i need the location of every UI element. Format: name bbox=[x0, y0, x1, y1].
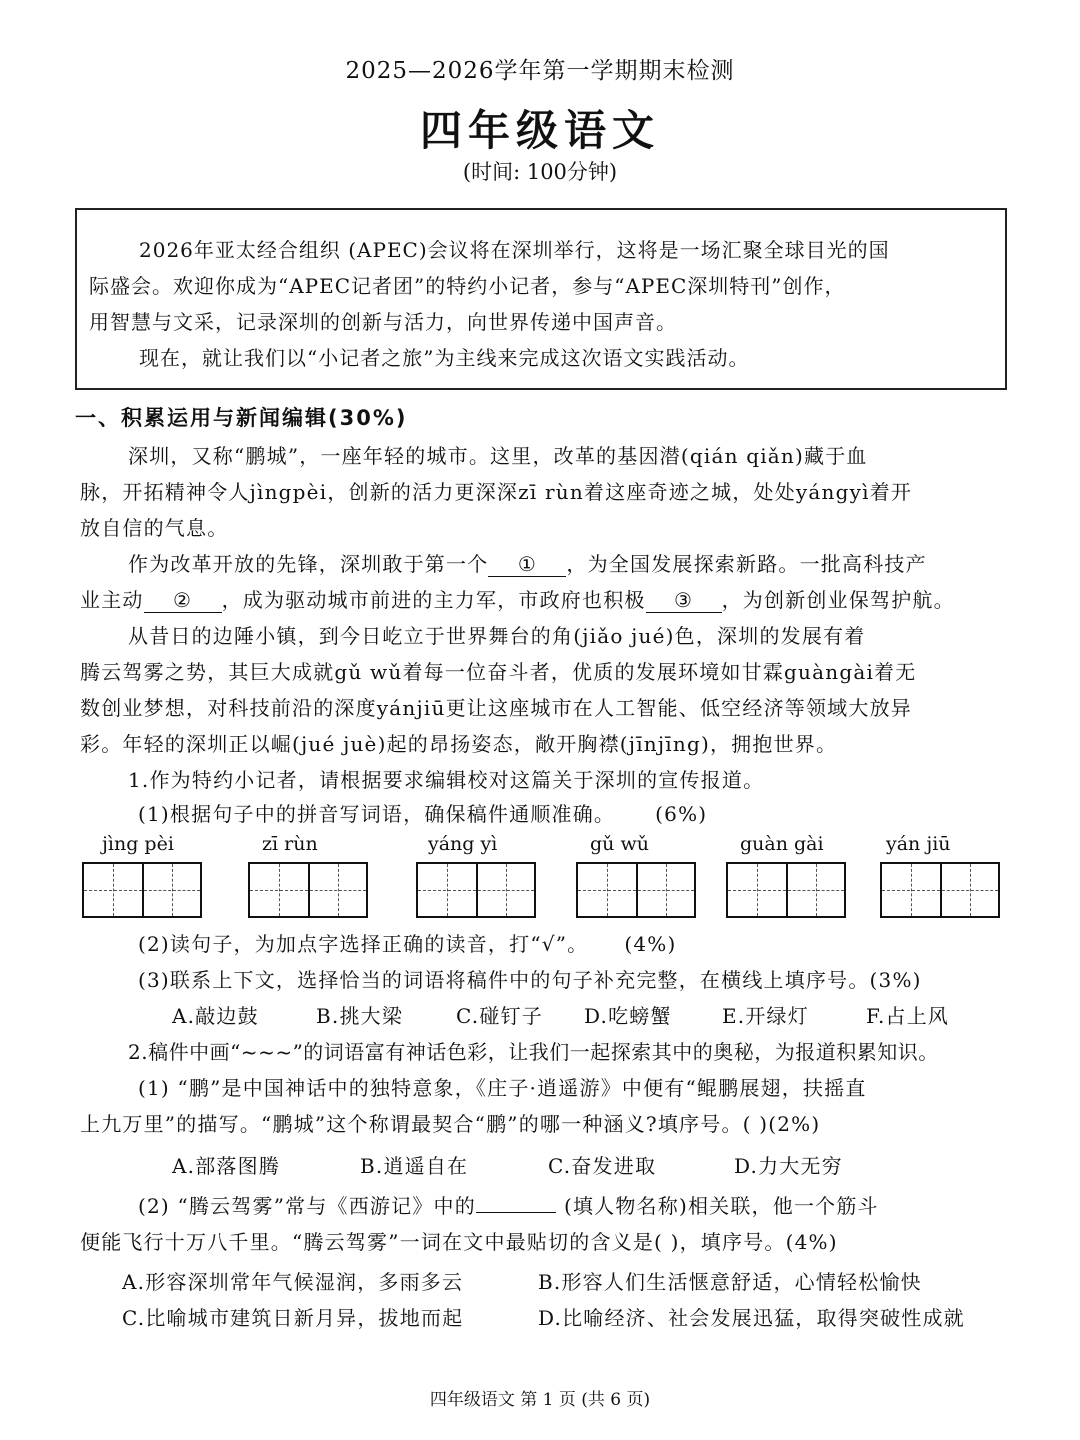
intro-line: 2026年亚太经合组织 (APEC)会议将在深圳举行，这将是一场汇聚全球目光的国 bbox=[139, 238, 890, 262]
intro-line: 用智慧与文采，记录深圳的创新与活力，向世界传递中国声音。 bbox=[89, 310, 677, 334]
grid-cell[interactable] bbox=[882, 864, 940, 916]
option[interactable]: F.占上风 bbox=[866, 1004, 950, 1028]
pinyin-label: guàn gài bbox=[740, 833, 824, 855]
exam-title: 2025—2026学年第一学期期末检测 bbox=[345, 58, 735, 84]
grid-cell[interactable] bbox=[308, 864, 366, 916]
question-1: 1.作为特约小记者，请根据要求编辑校对这篇关于深圳的宣传报道。 bbox=[128, 768, 765, 792]
subject-title: 四年级语文 bbox=[419, 106, 660, 155]
blank-1[interactable]: ① bbox=[488, 552, 566, 577]
option[interactable]: C.奋发进取 bbox=[548, 1154, 657, 1178]
section-heading: 一、积累运用与新闻编辑(30%) bbox=[75, 406, 408, 430]
option[interactable]: A.敲边鼓 bbox=[172, 1004, 259, 1028]
writing-grid[interactable] bbox=[880, 862, 1000, 918]
time-note: (时间: 100分钟) bbox=[462, 160, 618, 184]
text-run: 业主动 bbox=[80, 588, 144, 612]
pinyin-label: zī rùn bbox=[262, 833, 318, 855]
option[interactable]: E.开绿灯 bbox=[722, 1004, 809, 1028]
question-1-1 bbox=[138, 798, 707, 827]
page-footer: 四年级语文 第 1 页 (共 6 页) bbox=[429, 1390, 651, 1410]
paragraph-line bbox=[80, 584, 955, 613]
paragraph-line: 脉，开拓精神令人jìngpèi，创新的活力更深深zī rùn着这座奇迹之城，处处yángyì着开 bbox=[80, 480, 913, 504]
grid-cell[interactable] bbox=[250, 864, 308, 916]
option[interactable]: B.挑大梁 bbox=[316, 1004, 404, 1028]
grid-cell[interactable] bbox=[578, 864, 636, 916]
question-2-2: 便能飞行十万八千里。“腾云驾雾”一词在文中最贴切的含义是( )，填序号。(4%) bbox=[80, 1230, 838, 1254]
option[interactable]: D.比喻经济、社会发展迅猛，取得突破性成就 bbox=[538, 1306, 965, 1330]
question-2-2 bbox=[138, 1190, 879, 1219]
intro-line: 现在，就让我们以“小记者之旅”为主线来完成这次语文实践活动。 bbox=[139, 346, 750, 370]
grid-cell[interactable] bbox=[940, 864, 998, 916]
option[interactable]: C.碰钉子 bbox=[456, 1004, 543, 1028]
writing-grid[interactable] bbox=[576, 862, 696, 918]
writing-grid[interactable] bbox=[248, 862, 368, 918]
text-run: ，成为驱动城市前进的主力军，市政府也积极 bbox=[221, 588, 646, 612]
intro-line: 际盛会。欢迎你成为“APEC记者团”的特约小记者，参与“APEC深圳特刊”创作， bbox=[89, 274, 846, 298]
grid-cell[interactable] bbox=[84, 864, 142, 916]
text-run: (1)根据句子中的拼音写词语，确保稿件通顺准确。 bbox=[138, 802, 616, 826]
option[interactable]: A.形容深圳常年气候湿润，多雨多云 bbox=[122, 1270, 464, 1294]
grid-cell[interactable] bbox=[728, 864, 786, 916]
option[interactable]: D.力大无穷 bbox=[734, 1154, 843, 1178]
paragraph-line: 数创业梦想，对科技前沿的深度yánjiū更让这座城市在人工智能、低空经济等领域大放异 bbox=[80, 696, 912, 720]
grid-cell[interactable] bbox=[476, 864, 534, 916]
question-2-1: (1) “鹏”是中国神话中的独特意象，《庄子·逍遥游》中便有“鲲鹏展翅，扶摇直 bbox=[138, 1076, 867, 1100]
question-2: 2.稿件中画“~~~”的词语富有神话色彩，让我们一起探索其中的奥秘，为报道积累知识。 bbox=[128, 1040, 939, 1064]
option[interactable]: B.逍遥自在 bbox=[360, 1154, 469, 1178]
text-run: ，为创新创业保驾护航。 bbox=[721, 588, 955, 612]
blank-2[interactable]: ② bbox=[144, 588, 222, 613]
text-run: (2)读句子，为加点字选择正确的读音，打“√”。 bbox=[138, 932, 589, 956]
question-1-3: (3)联系上下文，选择恰当的词语将稿件中的句子补充完整，在横线上填序号。(3%) bbox=[138, 968, 922, 992]
text-run: (2) “腾云驾雾”常与《西游记》中的 bbox=[138, 1194, 476, 1218]
option[interactable]: A.部落图腾 bbox=[172, 1154, 281, 1178]
score: (4%) bbox=[624, 932, 677, 956]
pinyin-label: jìng pèi bbox=[102, 833, 174, 855]
name-blank[interactable] bbox=[476, 1192, 556, 1213]
writing-grid[interactable] bbox=[416, 862, 536, 918]
paragraph-line: 彩。年轻的深圳正以崛(jué juè)起的昂扬姿态，敞开胸襟(jīnjīng)，拥抱世界。 bbox=[80, 732, 838, 756]
option[interactable]: D.吃螃蟹 bbox=[584, 1004, 672, 1028]
blank-3[interactable]: ③ bbox=[646, 588, 722, 613]
option[interactable]: B.形容人们生活惬意舒适，心情轻松愉快 bbox=[538, 1270, 922, 1294]
intro-box bbox=[75, 208, 1007, 390]
option[interactable]: C.比喻城市建筑日新月异，拔地而起 bbox=[122, 1306, 464, 1330]
paragraph-line: 腾云驾雾之势，其巨大成就gǔ wǔ着每一位奋斗者，优质的发展环境如甘霖guàngài着无 bbox=[80, 660, 917, 684]
score: (6%) bbox=[655, 802, 708, 826]
paragraph-line: 从昔日的边陲小镇，到今日屹立于世界舞台的角(jiǎo jué)色，深圳的发展有着 bbox=[128, 624, 866, 648]
grid-cell[interactable] bbox=[418, 864, 476, 916]
pinyin-label: yáng yì bbox=[428, 833, 498, 855]
grid-cell[interactable] bbox=[636, 864, 694, 916]
writing-grid[interactable] bbox=[82, 862, 202, 918]
grid-cell[interactable] bbox=[142, 864, 200, 916]
text-run: ，为全国发展探索新路。一批高科技产 bbox=[566, 552, 927, 576]
question-1-2 bbox=[138, 928, 676, 957]
pinyin-label: yán jiū bbox=[886, 833, 951, 855]
writing-grid[interactable] bbox=[726, 862, 846, 918]
question-2-1: 上九万里”的描写。“鹏城”这个称谓最契合“鹏”的哪一种涵义?填序号。( )(2%) bbox=[80, 1112, 821, 1136]
paragraph-line bbox=[128, 548, 927, 577]
text-run: (填人物名称)相关联，他一个筋斗 bbox=[563, 1194, 879, 1218]
grid-cell[interactable] bbox=[786, 864, 844, 916]
paragraph-line: 深圳，又称“鹏城”，一座年轻的城市。这里，改革的基因潜(qián qiǎn)藏于血 bbox=[128, 444, 868, 468]
pinyin-label: gǔ wǔ bbox=[590, 833, 649, 855]
text-run: 作为改革开放的先锋，深圳敢于第一个 bbox=[128, 552, 489, 576]
paragraph-line: 放自信的气息。 bbox=[80, 516, 229, 540]
